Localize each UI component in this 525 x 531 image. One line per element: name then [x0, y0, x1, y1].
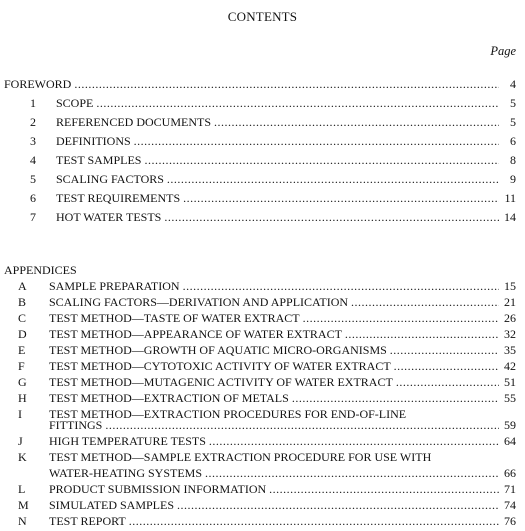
leader-dots — [129, 512, 499, 530]
section-number: 4 — [30, 153, 36, 167]
appendix-letter: C — [18, 311, 27, 325]
section-number: 1 — [30, 96, 36, 110]
leader-dots — [167, 170, 499, 188]
appendix-page: 55 — [504, 391, 516, 405]
section-number: 6 — [30, 191, 36, 205]
leader-dots — [96, 94, 499, 112]
appendix-page: 74 — [504, 498, 516, 512]
appendix-label: PRODUCT SUBMISSION INFORMATION — [49, 482, 267, 496]
toc-entry-label: FOREWORD — [4, 77, 72, 91]
appendix-letter: B — [18, 295, 27, 309]
toc-entry-page: 9 — [510, 172, 516, 186]
appendix-label: TEST REPORT — [49, 514, 126, 528]
leader-dots — [164, 208, 499, 226]
toc-entry-definitions[interactable] — [30, 132, 516, 150]
toc-entry-page: 5 — [510, 115, 516, 129]
appendix-label: TEST METHOD—SAMPLE EXTRACTION PROCEDURE FOR USE WITH — [49, 450, 432, 464]
toc-entry-page: 8 — [510, 153, 516, 167]
appendix-entry-n[interactable] — [18, 512, 516, 530]
appendix-page: 51 — [504, 375, 516, 389]
toc-entry-page: 6 — [510, 134, 516, 148]
section-number: 7 — [30, 210, 36, 224]
appendix-letter: E — [18, 343, 26, 357]
contents-title: CONTENTS — [227, 9, 298, 24]
toc-entry-referenced-documents[interactable] — [30, 113, 516, 131]
leader-dots — [183, 189, 499, 207]
section-number: 3 — [30, 134, 36, 148]
toc-entry-label: TEST SAMPLES — [56, 153, 142, 167]
section-number: 2 — [30, 115, 36, 129]
leader-dots — [144, 151, 499, 169]
appendix-letter: H — [18, 391, 27, 405]
toc-entry-hot-water-tests[interactable] — [30, 208, 516, 226]
toc-entry-scaling-factors[interactable] — [30, 170, 516, 188]
toc-entry-scope[interactable] — [30, 94, 516, 112]
appendix-label: TEST METHOD—GROWTH OF AQUATIC MICRO-ORGANISMS — [49, 343, 387, 357]
appendix-letter: M — [18, 498, 29, 512]
appendix-page: 35 — [504, 343, 516, 357]
appendix-page: 71 — [504, 482, 516, 496]
appendix-page: 76 — [504, 514, 516, 528]
toc-entry-label: REFERENCED DOCUMENTS — [56, 115, 212, 129]
appendix-page: 32 — [504, 327, 516, 341]
toc-entry-test-requirements[interactable] — [30, 189, 516, 207]
leader-dots — [134, 132, 499, 150]
page-column-header: Page — [490, 44, 516, 58]
toc-entry-page: 5 — [510, 96, 516, 110]
appendix-page: 66 — [504, 466, 516, 480]
appendices-heading: APPENDICES — [4, 263, 77, 277]
appendix-page: 26 — [504, 311, 516, 325]
toc-entry-test-samples[interactable] — [30, 151, 516, 169]
appendix-label: TEST METHOD—EXTRACTION PROCEDURES FOR END-OF-LINE — [49, 407, 407, 421]
appendix-label-continuation: WATER-HEATING SYSTEMS — [49, 466, 202, 480]
section-number: 5 — [30, 172, 36, 186]
appendix-label: TEST METHOD—EXTRACTION OF METALS — [49, 391, 289, 405]
appendix-label: TEST METHOD—MUTAGENIC ACTIVITY OF WATER EXTRACT — [49, 375, 393, 389]
appendix-page: 42 — [504, 359, 516, 373]
leader-dots — [74, 75, 499, 93]
appendix-letter: J — [18, 434, 23, 448]
appendix-label: SAMPLE PREPARATION — [49, 279, 180, 293]
toc-entry-label: SCALING FACTORS — [56, 172, 164, 186]
appendix-label: TEST METHOD—CYTOTOXIC ACTIVITY OF WATER EXTRACT — [49, 359, 391, 373]
appendix-page: 15 — [504, 279, 516, 293]
appendix-label: TEST METHOD—TASTE OF WATER EXTRACT — [49, 311, 300, 325]
toc-entry-label: SCOPE — [56, 96, 94, 110]
appendix-letter: D — [18, 327, 27, 341]
toc-entry-page: 11 — [504, 191, 516, 205]
toc-entry-label: DEFINITIONS — [56, 134, 131, 148]
appendix-label: TEST METHOD—APPEARANCE OF WATER EXTRACT — [49, 327, 342, 341]
appendix-letter: G — [18, 375, 27, 389]
toc-entry-page: 14 — [504, 210, 516, 224]
appendix-letter: N — [18, 514, 27, 528]
appendix-page: 21 — [504, 295, 516, 309]
appendix-letter: L — [18, 482, 26, 496]
appendix-letter: K — [18, 450, 27, 464]
appendix-label: SCALING FACTORS—DERIVATION AND APPLICATION — [49, 295, 349, 309]
leader-dots — [214, 113, 499, 131]
toc-entry-page: 4 — [510, 77, 516, 91]
toc-entry-label: TEST REQUIREMENTS — [56, 191, 181, 205]
appendix-page: 59 — [504, 418, 516, 432]
appendix-page: 64 — [504, 434, 516, 448]
toc-entry-foreword[interactable] — [4, 75, 516, 93]
appendix-letter: A — [18, 279, 27, 293]
appendix-letter: I — [18, 407, 22, 421]
appendix-label: SIMULATED SAMPLES — [49, 498, 175, 512]
appendix-label-continuation: FITTINGS — [49, 418, 103, 432]
appendix-letter: F — [18, 359, 25, 373]
appendix-label: HIGH TEMPERATURE TESTS — [49, 434, 206, 448]
toc-entry-label: HOT WATER TESTS — [56, 210, 162, 224]
